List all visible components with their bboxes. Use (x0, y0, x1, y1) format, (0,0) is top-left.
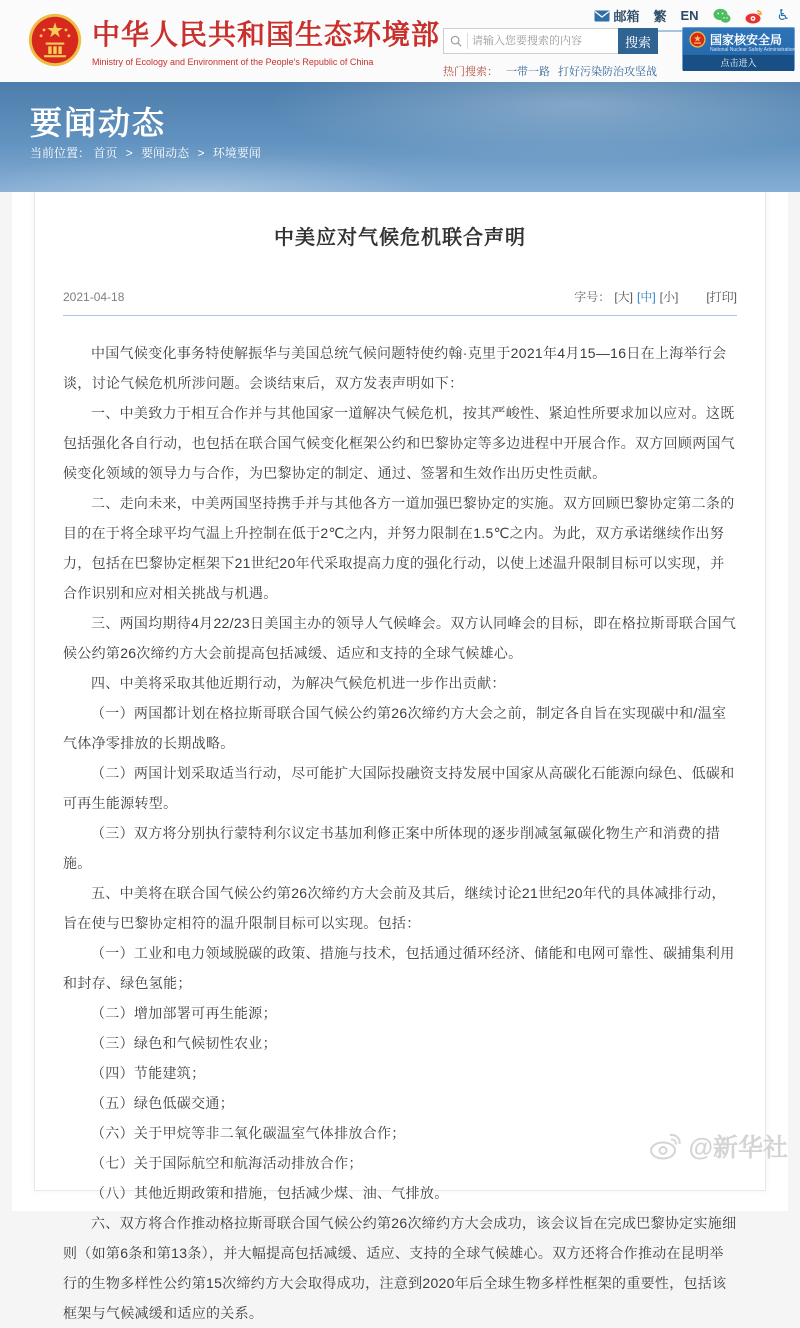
nuclear-badge-subtitle: National Nuclear Safety Administration (710, 47, 796, 53)
section-title: 要闻动态 (30, 105, 167, 141)
search-button[interactable]: 搜索 (618, 28, 658, 54)
paragraph: （二）增加部署可再生能源； (91, 1005, 277, 1021)
breadcrumb (30, 144, 261, 161)
article-card (34, 178, 766, 1321)
breadcrumb-label: 当前位置： (30, 146, 91, 160)
paragraph: （一）两国都计划在格拉斯哥联合国气候公约第26次缔约方大会之前，制定各自旨在实现碳中和/温室气体净零排放的长期战略。 (63, 705, 727, 751)
mail-icon (594, 10, 610, 22)
font-small-button[interactable]: [小] (659, 290, 679, 304)
meta-controls (574, 288, 737, 305)
paragraph: （六）关于甲烷等非二氧化碳温室气体排放合作； (91, 1125, 406, 1141)
breadcrumb-current: 环境要闻 (212, 146, 261, 160)
paragraph: （八）其他近期政策和措施，包括减少煤、油、气排放。 (91, 1185, 449, 1201)
site-header (0, 0, 800, 82)
article-body (63, 338, 737, 1328)
hot-search-link-2[interactable]: 打好污染防治攻坚战 (558, 66, 657, 78)
breadcrumb-section[interactable]: 要闻动态 (141, 146, 190, 160)
paragraph: 二、走向未来，中美两国坚持携手并与其他各方一道加强巴黎协定的实施。双方回顾巴黎协定第二条的目的在于将全球平均气温上升控制在低于2℃之内，并努力限制在1.5℃之内。为此，双方承诺继续作出努力，包括在巴黎协定框架下21世纪20年代采取提高力度的强化行动，以使上述温升限制目标可以实现，并合作识别和应对相关挑战与机遇。 (63, 495, 735, 601)
hot-search-label: 热门搜索： (443, 66, 498, 78)
search-input[interactable] (468, 35, 618, 47)
paragraph: 一、中美致力于相互合作并与其他国家一道解决气候危机，按其严峻性、紧迫性所要求加以应对。这既包括强化各自行动，也包括在联合国气候变化框架公约和巴黎协定等多边进程中开展合作。双方回顾两国气候变化领域的领导力与合作，为巴黎协定的制定、通过、签署和生效作出历史性贡献。 (63, 405, 736, 481)
weibo-icon[interactable] (745, 8, 763, 24)
nuclear-badge-top (683, 28, 794, 49)
xinhua-watermark-text: @新华社 (688, 1134, 788, 1162)
meta-divider (63, 315, 737, 316)
hot-search-link-1[interactable]: 一带一路 (506, 66, 550, 78)
traditional-chinese-toggle[interactable]: 繁 (653, 9, 667, 24)
paragraph: 中国气候变化事务特使解振华与美国总统气候问题特使约翰·克里于2021年4月15—16日在上海举行会谈，讨论气候危机所涉问题。会谈结束后，双方发表声明如下： (63, 345, 727, 391)
paragraph: （一）工业和电力领域脱碳的政策、措施与技术，包括通过循环经济、储能和电网可靠性、碳捕集利用和封存、绿色氢能； (63, 945, 735, 991)
search-area (443, 28, 658, 79)
paragraph: （五）绿色低碳交通； (91, 1095, 234, 1111)
paragraph: 三、两国均期待4月22/23日美国主办的领导人气候峰会。双方认同峰会的目标，即在格拉斯哥联合国气候公约第26次缔约方大会前提高包括减缓、适应和支持的全球气候雄心。 (63, 615, 737, 661)
wechat-icon[interactable] (713, 8, 731, 24)
paragraph: （三）双方将分别执行蒙特利尔议定书基加利修正案中所体现的逐步削减氢氟碳化物生产和消费的措施。 (63, 825, 721, 871)
breadcrumb-separator: > (125, 146, 133, 160)
article-date: 2021-04-18 (63, 290, 125, 304)
paragraph: 五、中美将在联合国气候公约第26次缔约方大会前及其后，继续讨论21世纪20年代的具体减排行动，旨在使与巴黎协定相符的温升限制目标可以实现。包括： (63, 885, 726, 931)
font-size-label: 字号： (574, 290, 611, 304)
paragraph: （七）关于国际航空和航海活动排放合作； (91, 1155, 363, 1171)
nuclear-badge-emblem-icon (689, 31, 706, 48)
search-field (443, 28, 618, 54)
national-emblem-logo (28, 13, 82, 67)
content-panel (12, 178, 788, 1321)
paragraph: （四）节能建筑； (91, 1065, 206, 1081)
hot-search (443, 63, 658, 79)
article-meta-row (63, 288, 737, 305)
font-large-button[interactable]: [大] (614, 290, 633, 304)
article-title: 中美应对气候危机联合声明 (274, 227, 526, 249)
search-box (443, 28, 658, 54)
nuclear-badge-enter-button[interactable]: 点击进入 (683, 55, 794, 71)
print-button[interactable]: [打印] (706, 290, 737, 304)
font-medium-button[interactable]: [中] (636, 290, 656, 304)
paragraph: 六、双方将合作推动格拉斯哥联合国气候公约第26次缔约方大会成功，该会议旨在完成巴黎协定实施细则（如第6条和第13条），并大幅提高包括减缓、适应、支持的全球气候雄心。双方还将合作推动在昆明举行的生物多样性公约第15次缔约方大会取得成功，注意到2020年后全球生物多样性框架的重要性，包括该框架与气候减缓和适应的关系。 (63, 1215, 737, 1321)
ministry-name-en: Ministry of Ecology and Environment of the People's Republic of China (92, 57, 374, 67)
brand-text (92, 13, 440, 67)
mail-link[interactable] (594, 6, 639, 25)
breadcrumb-home[interactable]: 首页 (93, 146, 118, 160)
accessibility-icon[interactable]: ♿ (776, 7, 790, 24)
paragraph: 四、中美将采取其他近期行动，为解决气候危机进一步作出贡献： (91, 675, 506, 691)
breadcrumb-separator: > (197, 146, 205, 160)
brand (28, 13, 440, 67)
ministry-name-cn: 中华人民共和国生态环境部 (92, 19, 441, 50)
english-toggle[interactable]: EN (680, 8, 699, 23)
nuclear-badge-title: 国家核安全局 (710, 33, 783, 47)
section-banner (0, 82, 800, 192)
search-icon (444, 33, 468, 49)
paragraph: （三）绿色和气候韧性农业； (91, 1035, 277, 1051)
nuclear-safety-banner[interactable] (682, 27, 795, 71)
paragraph: （二）两国计划采取适当行动，尽可能扩大国际投融资支持发展中国家从高碳化石能源向绿色、低碳和可再生能源转型。 (63, 765, 735, 811)
mail-label: 邮箱 (613, 9, 640, 24)
